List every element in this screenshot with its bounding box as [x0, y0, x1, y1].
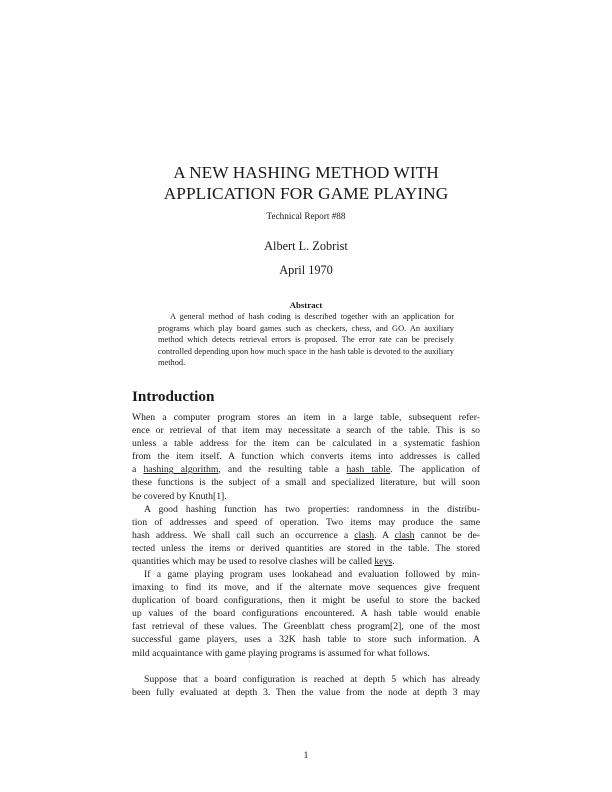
text-line: mild acquaintance with game playing programs is assumed for what follows.	[132, 647, 430, 659]
paragraph-4	[132, 673, 480, 699]
term-hashing-algorithm: hashing algorithm	[143, 464, 219, 476]
paper-title-line-2: APPLICATION FOR GAME PLAYING	[163, 184, 449, 203]
text-line: When a computer program stores an item in a large table, subsequent refer-	[132, 412, 480, 423]
text-line: up values of the board configurations encountered. A hash table would enable	[132, 608, 480, 620]
text-line: be covered by Knuth[1].	[132, 490, 227, 502]
text-line: If a game playing program uses lookahead and evaluation followed by min-	[144, 569, 480, 580]
text-line: ence or retrieval of that item may necessitate a search of the table. This is so	[132, 425, 480, 437]
text-line: A good hashing function has two properties: randomness in the distribu-	[144, 504, 480, 515]
text-line: tion of addresses and speed of operation. Two items may produce the same	[132, 517, 480, 529]
section-heading-introduction: Introduction	[132, 388, 215, 405]
text-line: duplication of board configurations, then it might be useful to store the backed	[132, 595, 480, 607]
text-line: been fully evaluated at depth 3. Then the value from the node at depth 3 may	[132, 687, 480, 699]
text-line: these functions is the subject of a small and specialized literature, but will soon	[132, 477, 480, 489]
report-number: Technical Report #88	[266, 211, 346, 221]
term-clash: clash	[354, 530, 375, 542]
paper-title-line-1: A NEW HASHING METHOD WITH	[173, 163, 439, 182]
term-hash-table: hash table	[346, 464, 391, 476]
author-name: Albert L. Zobrist	[264, 239, 348, 253]
text-line: hash address. We shall call such an occurrence a clash. A clash cannot be de-	[132, 530, 480, 542]
text-line: from the item itself. A function which converts items into addresses is called	[132, 451, 480, 463]
abstract-text: A general method of hash coding is described together with an application for programs which play board games such as checkers, chess, and GO. An auxiliary method which detects retrieval errors is proposed. The error rate can be precisely controlled depending upon how much space in the hash table is devoted to the auxiliary method.	[158, 312, 454, 368]
abstract-heading: Abstract	[289, 300, 323, 310]
page-number: 1	[303, 751, 309, 761]
text-line: unless a table address for the item can be calculated in a systematic fashion	[132, 438, 480, 450]
term-keys: keys	[374, 556, 393, 568]
publication-date: April 1970	[279, 263, 333, 277]
paragraph-1	[132, 411, 480, 503]
text-line: Suppose that a board configuration is reached at depth 5 which has already	[144, 674, 480, 685]
text-line: successful game players, uses a 32K hash table to store such information. A	[132, 634, 480, 646]
paragraph-2	[132, 503, 480, 568]
term-clash: clash	[394, 530, 415, 542]
text-line: imaxing to find its move, and if the alternate move sequences give frequent	[132, 582, 480, 594]
text-line: quantities which may be used to resolve clashes will be called keys.	[132, 556, 395, 568]
paragraph-3	[132, 568, 480, 660]
text-line: fast retrieval of these values. The Greenblatt chess program[2], one of the most	[132, 621, 480, 633]
text-line: tected unless the items or derived quantities are stored in the table. The stored	[132, 543, 480, 555]
text-line: a hashing algorithm, and the resulting table a hash table. The application of	[132, 464, 480, 476]
